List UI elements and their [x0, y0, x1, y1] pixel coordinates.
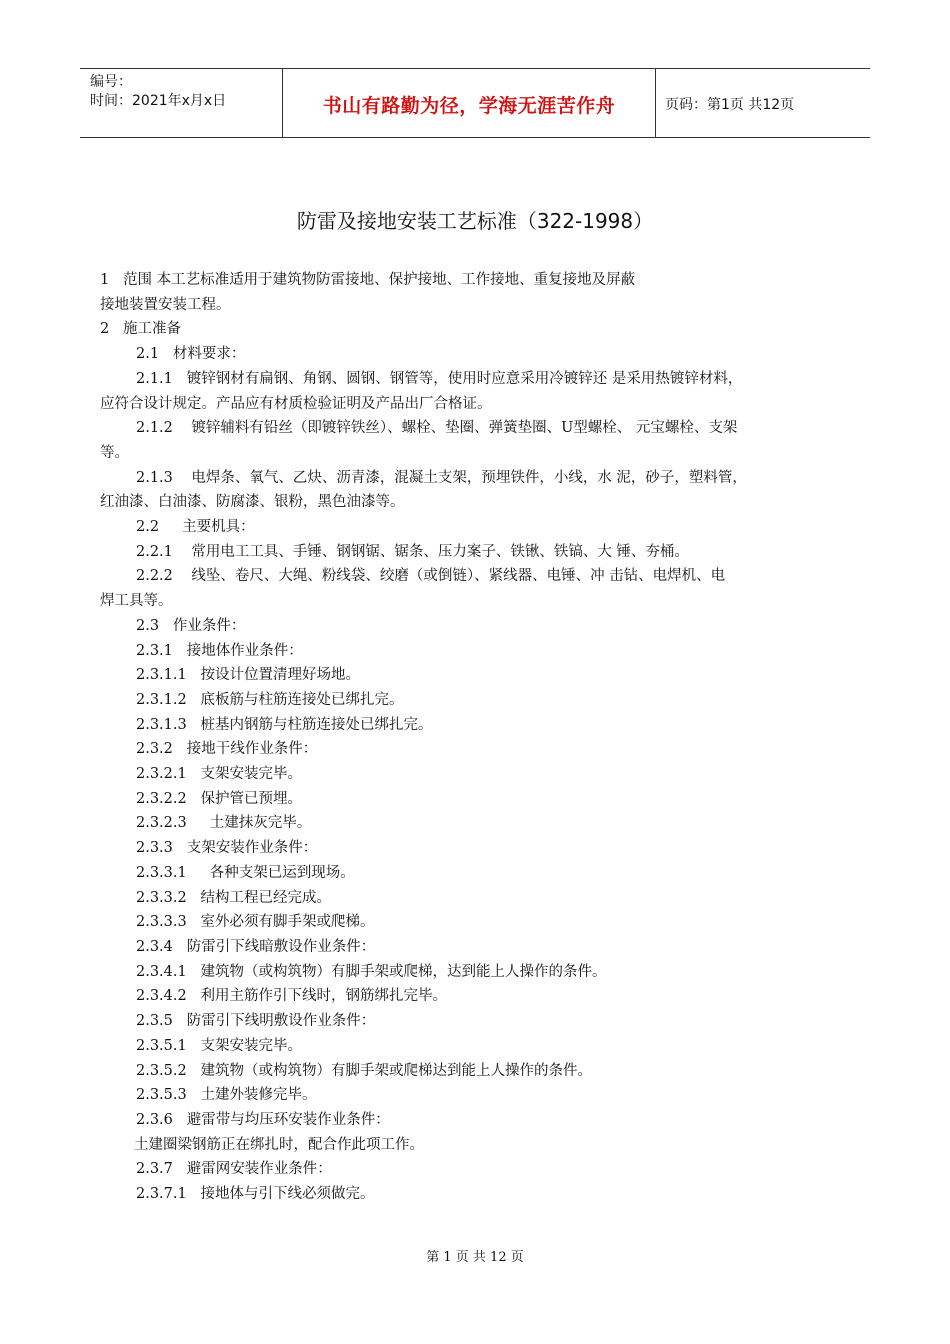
list-item: 2.3.5.3 土建外装修完毕。: [136, 1087, 317, 1104]
paragraph-line: 土建圈梁钢筋正在绑扎时，配合作此项工作。: [134, 1136, 424, 1153]
list-item: 2.3.1 接地体作业条件：: [136, 642, 303, 659]
header-meta: [80, 69, 282, 137]
paragraph-line: 2.2.2 线坠、卷尺、大绳、粉线袋、绞磨（或倒链）、紧线器、电锤、冲 击钻、电焊机、电: [136, 568, 726, 585]
list-item: 2.3.2.3 土建抹灰完毕。: [136, 815, 312, 832]
paragraph-line: 1 范围 本工艺标准适用于建筑物防雷接地、保护接地、工作接地、重复接地及屏蔽: [100, 272, 636, 288]
header-motto-cell: [282, 69, 656, 137]
paragraph-line: 等。: [100, 444, 129, 461]
list-item: 2.3.3.2 结构工程已经完成。: [136, 889, 332, 906]
paragraph-line: 焊工具等。: [100, 593, 173, 610]
motto: 书山有路勤为径，学海无涯苦作舟: [322, 95, 616, 117]
list-item: 2.3.1.2 底板筋与柱筋连接处已绑扎完。: [136, 691, 404, 708]
subsection-heading: 2.2 主要机具：: [136, 519, 255, 536]
page-footer: 第 1 页 共 12 页: [426, 1250, 524, 1265]
paragraph-line: 2.1.1 镀锌钢材有扁钢、角钢、圆钢、钢管等，使用时应意采用冷镀锌还 是采用热镀锌材料，: [136, 370, 743, 387]
list-item: 2.3.3.1 各种支架已运到现场。: [136, 864, 355, 881]
list-item: 2.3.5 防雷引下线明敷设作业条件：: [136, 1013, 376, 1030]
subsection-heading: 2.1 材料要求：: [136, 346, 246, 363]
document-title: 防雷及接地安装工艺标准（322-1998）: [296, 209, 654, 233]
list-item: 2.3.1.3 桩基内钢筋与柱筋连接处已绑扎完。: [136, 716, 433, 733]
list-item: 2.3.2.1 支架安装完毕。: [136, 766, 303, 783]
page-header: [80, 68, 870, 138]
list-item: 2.3.4 防雷引下线暗敷设作业条件：: [136, 938, 376, 955]
paragraph-line: 2.2.1 常用电工工具、手锤、钢钢锯、锯条、压力案子、铁锹、铁镐、大 锤、夯桶。: [136, 543, 689, 560]
list-item: 2.3.6 避雷带与均压环安装作业条件：: [136, 1111, 390, 1128]
list-item: 2.3.7.1 接地体与引下线必须做完。: [136, 1186, 375, 1203]
list-item: 2.3.4.1 建筑物（或构筑物）有脚手架或爬梯，达到能上人操作的条件。: [136, 963, 607, 980]
subsection-heading: 2.3 作业条件：: [136, 617, 246, 634]
paragraph-line: 2.1.3 电焊条、氧气、乙炔、沥青漆，混凝土支架，预埋铁件，小线，水 泥，砂子，塑料管，: [136, 469, 747, 486]
list-item: 2.3.3 支架安装作业条件：: [136, 840, 318, 857]
list-item: 2.3.4.2 利用主筋作引下线时，钢筋绑扎完毕。: [136, 988, 448, 1005]
list-item: 2.3.5.2 建筑物（或构筑物）有脚手架或爬梯达到能上人操作的条件。: [136, 1062, 593, 1079]
paragraph-line: 红油漆、白油漆、防腐漆、银粉，黑色油漆等。: [100, 494, 405, 511]
header-page-info: [655, 69, 870, 137]
paragraph-line: 接地装置安装工程。: [100, 296, 231, 313]
list-item: 2.3.1.1 按设计位置清理好场地。: [136, 667, 361, 684]
list-item: 2.3.5.1 支架安装完毕。: [136, 1037, 303, 1054]
paragraph-line: 2.1.2 镀锌辅料有铅丝（即镀锌铁丝）、螺栓、垫圈、弹簧垫圈、U型螺栓、 元宝螺栓、支架: [136, 420, 738, 437]
page-info: 页码：第1页 共12页: [665, 97, 795, 113]
number-label: 编号：: [90, 74, 132, 90]
document-body: [100, 268, 845, 1207]
list-item: 2.3.3.3 室外必须有脚手架或爬梯。: [136, 914, 375, 931]
section-heading: 2 施工准备: [100, 321, 182, 338]
list-item: 2.3.7 避雷网安装作业条件：: [136, 1161, 332, 1178]
paragraph-line: 应符合设计规定。产品应有材质检验证明及产品出厂合格证。: [100, 395, 492, 412]
list-item: 2.3.2.2 保护管已预埋。: [136, 790, 303, 807]
list-item: 2.3.2 接地干线作业条件：: [136, 741, 318, 758]
time-label: 时间：2021年x月x日: [90, 93, 227, 109]
